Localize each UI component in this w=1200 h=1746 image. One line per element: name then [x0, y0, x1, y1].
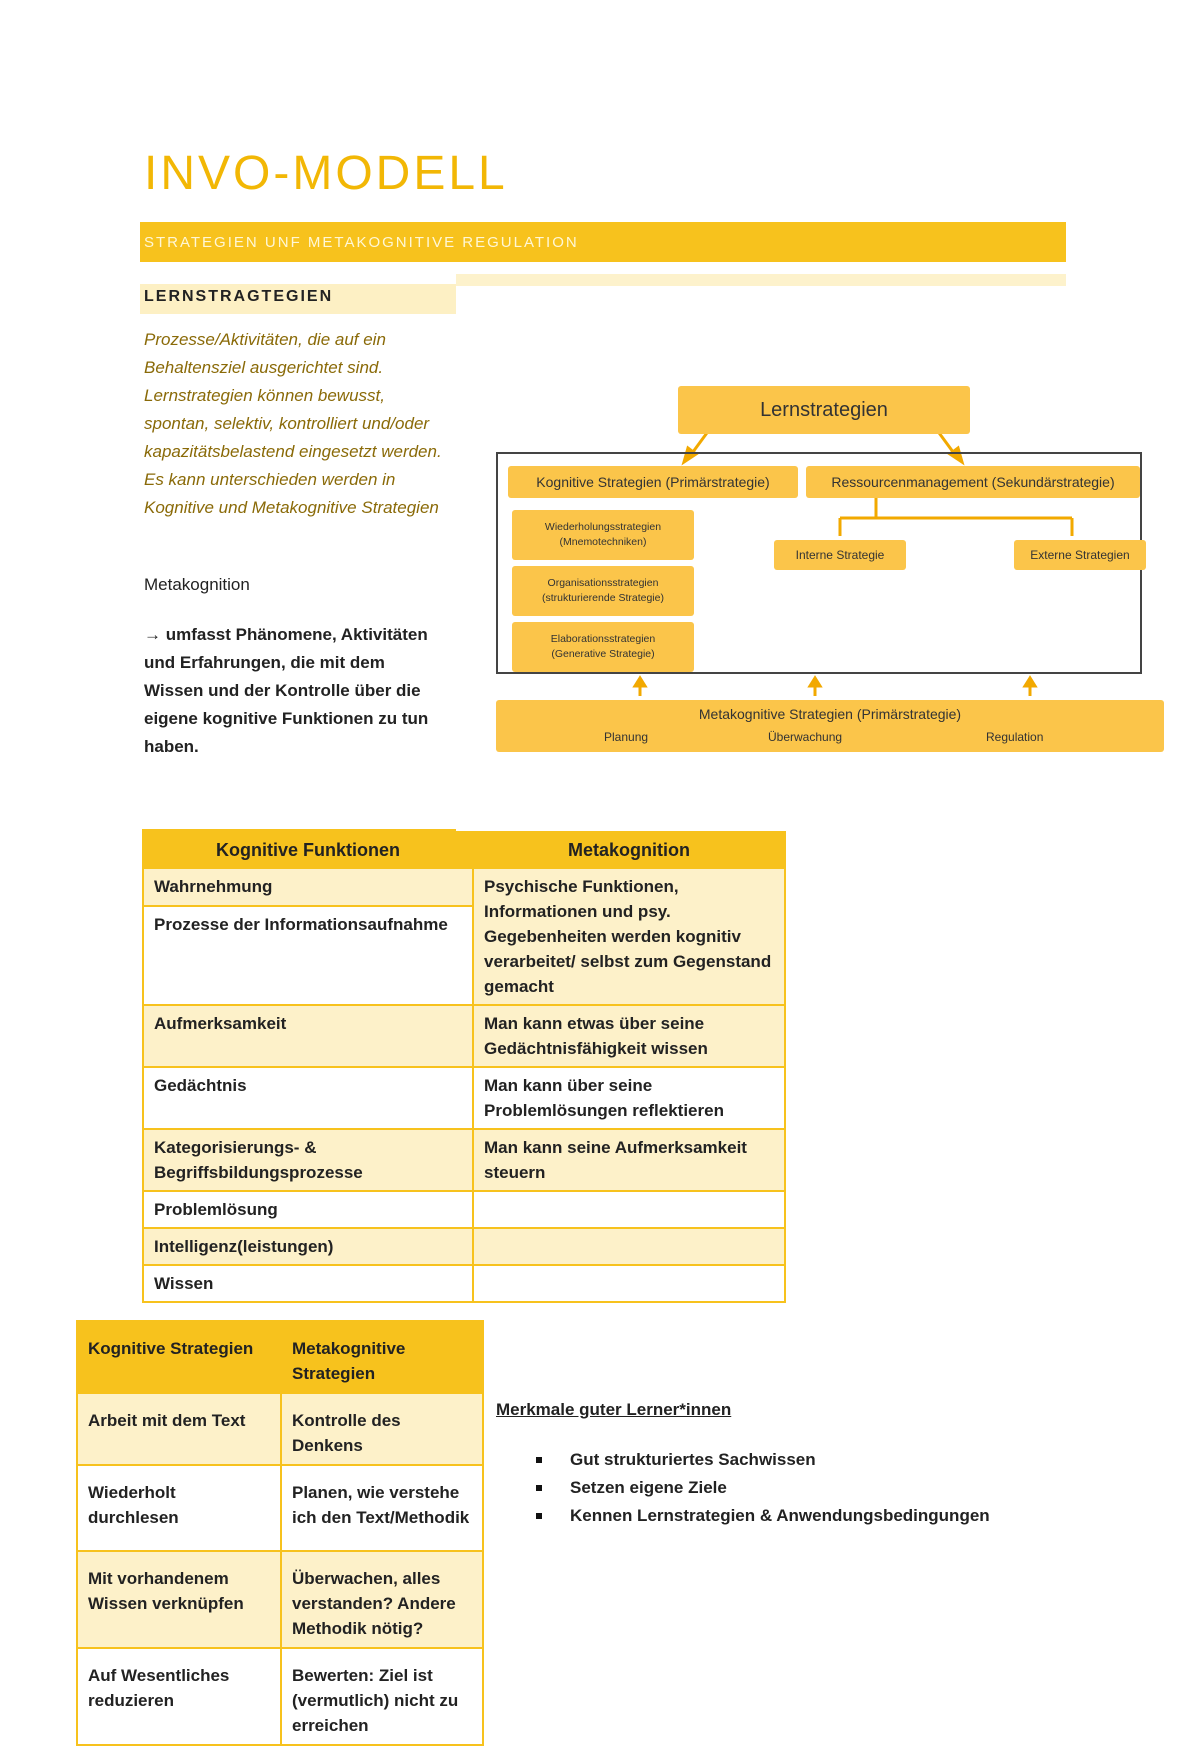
bullet-icon [536, 1457, 542, 1463]
table-row [143, 868, 785, 906]
table-cell: Aufmerksamkeit [143, 1005, 473, 1067]
list-item [526, 1502, 990, 1530]
table-row [143, 1005, 785, 1067]
table-header-row [143, 832, 785, 868]
table-cell: Gedächtnis [143, 1067, 473, 1129]
diagram-resources-box: Ressourcenmanagement (Sekundärstrategie) [806, 466, 1140, 498]
table-cell: Kategorisierungs- & Begriffsbildungsprozesse [143, 1129, 473, 1191]
table-cell [473, 1191, 785, 1228]
features-title: Merkmale guter Lerner*innen [496, 1400, 732, 1419]
intro-text: Prozesse/Aktivitäten, die auf ein Behaltensziel ausgerichtet sind. Lernstrategien können bewusst, spontan, selektiv, kontrolliert und/oder kapazitätsbelastend eingesetzt werden. Es kann unterschieden werden in Kognitive und Metakognitive Strategien [144, 330, 442, 517]
table-cell: Mit vorhandenem Wissen verknüpfen [77, 1551, 281, 1648]
table-header-cell: Kognitive Strategien [77, 1321, 281, 1393]
section-header: STRATEGIEN UNF METAKOGNITIVE REGULATION [140, 222, 1066, 262]
table-cell: Planen, wie verstehe ich den Text/Methodik [281, 1465, 483, 1551]
table-cell: Wahrnehmung [143, 868, 473, 906]
diagram-cog-item [512, 510, 694, 560]
list-item [526, 1474, 990, 1502]
features-list [526, 1446, 990, 1530]
list-item [526, 1446, 990, 1474]
diagram-root-box: Lernstrategien [678, 386, 970, 434]
diagram-cog-item-line2: (Generative Strategie) [551, 648, 655, 660]
table-row [77, 1465, 483, 1551]
table-header-cell: Metakognition [473, 832, 785, 868]
table-row [143, 1067, 785, 1129]
table-row [77, 1648, 483, 1745]
table-row [143, 1191, 785, 1228]
table-cell: Prozesse der Informationsaufnahme [143, 906, 473, 1005]
table-header-row [77, 1321, 483, 1393]
table-cell: Man kann etwas über seine Gedächtnisfähigkeit wissen [473, 1005, 785, 1067]
table-cell: Psychische Funktionen, Informationen und psy. Gegebenheiten werden kognitiv verarbeitet/ selbst zum Gegenstand gemacht [473, 868, 785, 1005]
diagram-meta-step: Überwachung [768, 730, 843, 744]
table-cell: Wiederholt durchlesen [77, 1465, 281, 1551]
sub-header: LERNSTRAGTEGIEN [140, 284, 456, 314]
strategies-table [76, 1320, 484, 1746]
table-row [77, 1551, 483, 1648]
diagram-cog-item-line1: Elaborationsstrategien [550, 633, 656, 645]
table-row [143, 1129, 785, 1191]
page-title: INVO-MODELL [144, 147, 508, 200]
table-cell [473, 1265, 785, 1302]
list-item-label: Setzen eigene Ziele [570, 1478, 727, 1497]
diagram-cognitive-box: Kognitive Strategien (Primärstrategie) [508, 466, 798, 498]
table-header-cell: Kognitive Funktionen [143, 832, 473, 868]
table-cell: Auf Wesentliches reduzieren [77, 1648, 281, 1745]
diagram-meta-box [496, 700, 1164, 752]
table-cell: Man kann über seine Problemlösungen reflektieren [473, 1067, 785, 1129]
learning-strategies-diagram [494, 382, 1164, 754]
table-cell: Bewerten: Ziel ist (vermutlich) nicht zu erreichen [281, 1648, 483, 1745]
table-row [77, 1393, 483, 1465]
table-cell: Arbeit mit dem Text [77, 1393, 281, 1465]
table-cell: Kontrolle des Denkens [281, 1393, 483, 1465]
table-cell: Überwachen, alles verstanden? Andere Methodik nötig? [281, 1551, 483, 1648]
diagram-cog-item-line2: (strukturierende Strategie) [542, 592, 664, 604]
table-cell: Problemlösung [143, 1191, 473, 1228]
table-cell: Wissen [143, 1265, 473, 1302]
table-cell: Man kann seine Aufmerksamkeit steuern [473, 1129, 785, 1191]
diagram-cog-item-line1: Wiederholungsstrategien [544, 521, 662, 533]
bullet-icon [536, 1513, 542, 1519]
table-row [143, 1265, 785, 1302]
diagram-external-box: Externe Strategien [1014, 540, 1146, 570]
bullet-icon [536, 1485, 542, 1491]
diagram-meta-step: Regulation [986, 730, 1044, 744]
table-header-cell: Metakognitive Strategien [281, 1321, 483, 1393]
diagram-meta-label: Metakognitive Strategien (Primärstrategie) [698, 706, 962, 722]
list-item-label: Kennen Lernstrategien & Anwendungsbedingungen [570, 1506, 990, 1525]
table-cell: Intelligenz(leistungen) [143, 1228, 473, 1265]
cognitive-functions-table [142, 831, 786, 1303]
table-cell [473, 1228, 785, 1265]
table-row [143, 1228, 785, 1265]
diagram-internal-box: Interne Strategie [774, 540, 906, 570]
sub-header-band [456, 274, 1066, 286]
diagram-cog-item-line1: Organisationsstrategien [547, 577, 659, 589]
diagram-meta-step: Planung [604, 730, 649, 744]
list-item-label: Gut strukturiertes Sachwissen [570, 1450, 816, 1469]
diagram-cog-item-line2: (Mnemotechniken) [559, 536, 647, 548]
metacognition-description: → umfasst Phänomene, Aktivitäten und Erfahrungen, die mit dem Wissen und der Kontrolle über die eigene kognitive Funktionen zu tun haben. [144, 625, 429, 756]
metacognition-label: Metakognition [144, 575, 250, 594]
diagram-cog-item [512, 622, 694, 672]
diagram-cog-item [512, 566, 694, 616]
